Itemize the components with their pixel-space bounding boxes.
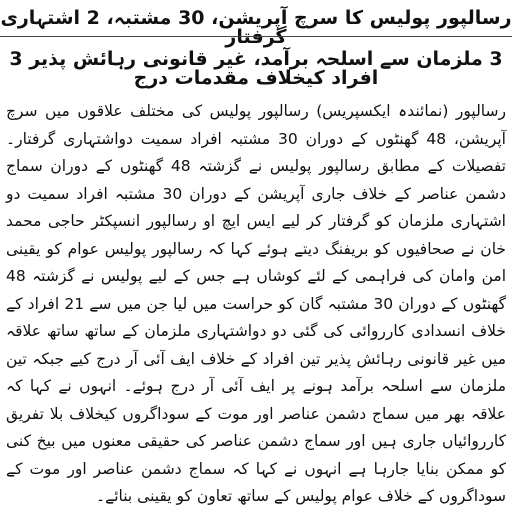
headline-divider	[0, 36, 512, 37]
article-body: رسالپور (نمائندہ ایکسپریس) رسالپور پولیس کی مختلف علاقوں میں سرچ آپریشن، 48 گھنٹوں کے دوران 30 مشتبہ افراد سمیت دواشتہاری گرفتار۔ تفصیلات کے مطابق رسالپور پولیس نے گزشتہ 48 گھنٹوں کے دوران سماج دشمن عناصر کے خلاف جاری آپریشن کے دوران 30 مشتبہ افراد سمیت دو اشتہاری ملزمان کو گرفتار کر لیے ایس ایچ او رسالپور انسپکٹر حاجی محمد خان نے صحافیوں کو بریفنگ دیتے ہوئے کہا کہ رسالپور پولیس عوام کو یقینی امن وامان کی فراہمی کے لئے کوشاں ہے جس کے لیے پولیس نے گزشتہ 48 گھنٹوں کے دوران 30 مشتبہ گان کو حراست میں لیا جن میں سے 21 افراد کے خلاف انسدادی کارروائی کی گئی دو دواشتہاری ملزمان کے ساتھ ساتھ علاقہ میں غیر قانونی رہائش پذیر تین افراد کے خلاف ایف آئی آر درج کیے جبکہ تین ملزمان سے اسلحہ برآمد ہونے پر ایف آئی آر درج ہوئے۔ انہوں نے کہا کہ علاقہ بھر میں سماج دشمن عناصر اور موت کے سوداگروں کیخلاف بلا تفریق کارروائیاں جاری ہیں اور سماج دشمن عناصر کی حقیقی معنوں میں بیخ کنی کو ممکن بنایا جارہا ہے انہوں نے کہا کہ سماج دشمن عناصر اور موت کے سوداگروں کے خلاف عوام پولیس کے ساتھ تعاون کو یقینی بنائے۔	[6, 102, 506, 505]
headline-sub: 3 ملزمان سے اسلحہ برآمد، غیر قانونی رہائش پذیر 3 افراد کیخلاف مقدمات درج	[9, 48, 503, 89]
headline-main: رسالپور پولیس کا سرچ آپریشن، 30 مشتبہ، 2 اشتہاری گرفتار	[0, 7, 512, 48]
